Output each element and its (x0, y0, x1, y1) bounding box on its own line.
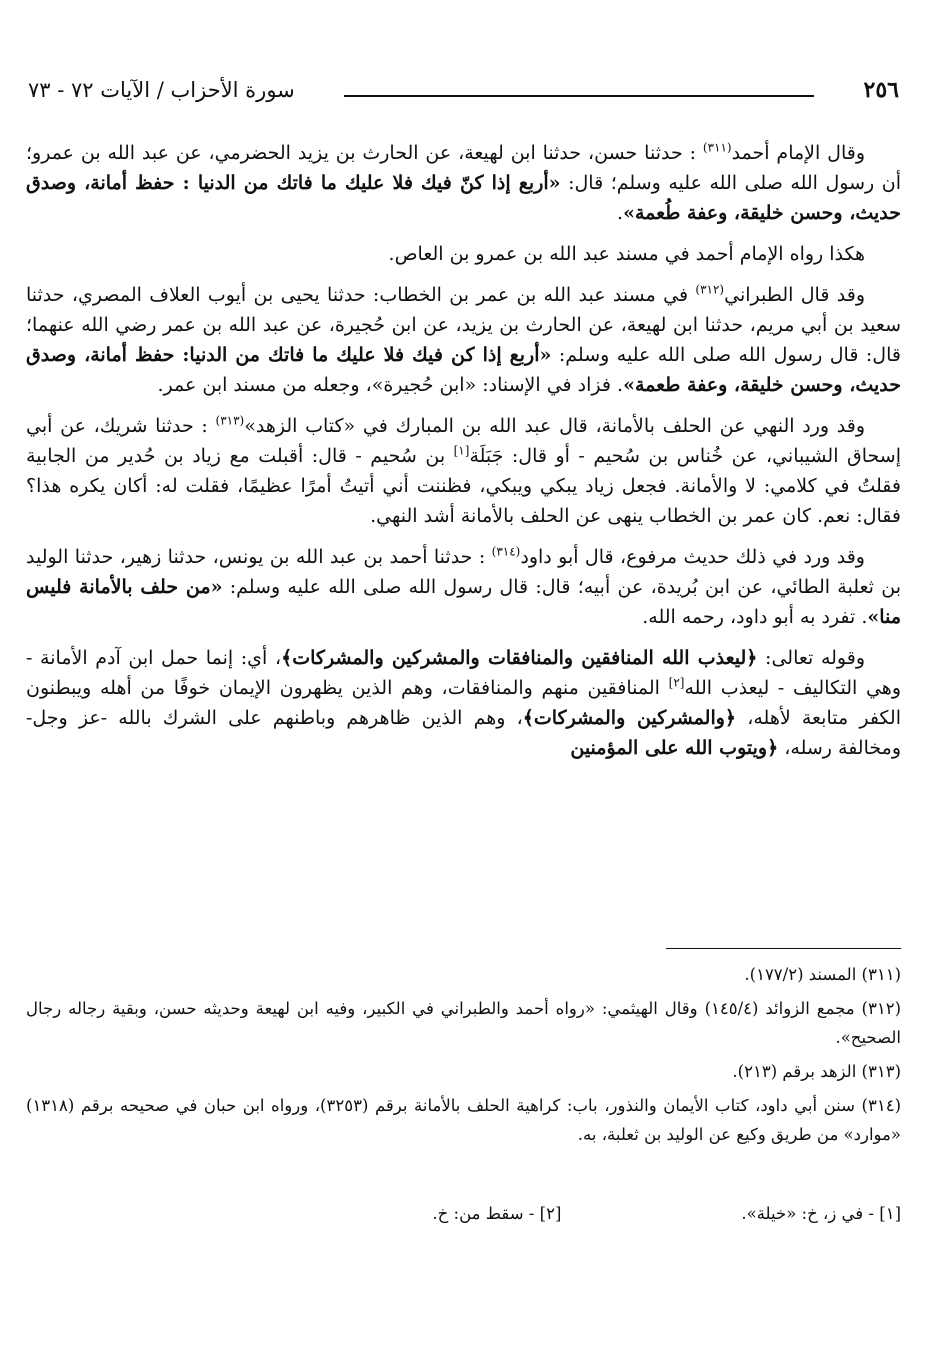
text-span: : حدثنا أحمد بن عبد الله بن يونس، حدثنا زهير، حدثنا الوليد بن ثعلبة الطائي، عن ابن بُريدة، عن أبيه؛ قال: قال رسول الله صلى الله عليه وسلم: (26, 546, 901, 598)
main-text (26, 138, 901, 774)
footnote-ref-313[interactable]: (٣١٣) (215, 413, 245, 428)
text-span: . تفرد به أبو داود، رحمه الله. (642, 606, 868, 628)
text-span: . (617, 202, 624, 224)
footnote-314: (٣١٤) سنن أبي داود، كتاب الأيمان والنذور، باب: كراهية الحلف بالأمانة برقم (٣٢٥٣)، ورواه ابن حبان في صحيحه برقم (١٣١٨) «موارد» من طريق وكيع عن الوليد بن ثعلبة، به. (26, 1096, 901, 1144)
variant-note-2: [٢] - سقط من: خ. (432, 1204, 562, 1223)
variant-notes (26, 1200, 901, 1228)
paragraph-6 (26, 643, 901, 763)
variant-note-1: [١] - في ز، خ: «خيلة». (741, 1204, 901, 1223)
text-span: . فزاد في الإسناد: «ابن حُجيرة»، وجعله من مسند ابن عمر. (157, 374, 624, 396)
running-title: سورة الأحزاب / الآيات ٧٢ - ٧٣ (28, 78, 295, 102)
hadith-quote: «أربع إذا كنّ فيك فلا عليك ما فاتك من الدنيا : حفظ أمانة، وصدق حديث، وحسن خليقة، وعفة طُعمة» (26, 172, 901, 224)
text-span: : حدثنا حسن، حدثنا ابن لهيعة، عن الحارث بن يزيد الحضرمي، عن عبد الله بن عمرو؛ أن رسول الله صلى الله عليه وسلم؛ قال: (26, 142, 902, 194)
page-number: ٢٥٦ (863, 77, 899, 103)
quran-verse: ﴿ليعذب الله المنافقين والمنافقات والمشركين والمشركات﴾ (281, 647, 758, 669)
quran-verse: ﴿ويتوب الله على المؤمنين (570, 737, 779, 759)
hadith-quote: «أربع إذا كن فيك فلا عليك ما فاتك من الدنيا: حفظ أمانة، وصدق حديث، وحسن خليقة، وعفة طعمة» (26, 344, 901, 396)
text-span: : حدثنا شريك، عن أبي إسحاق الشيباني، عن خُناس بن سُحيم - أو قال: جَبَلَة (26, 415, 901, 467)
footnote-311: (٣١١) المسند (١٧٧/٢). (744, 965, 901, 984)
text-span: المنافقين منهم والمنافقات، وهم الذين يظهرون الإيمان خوفًا من أهله ويبطنون الكفر متابعة لأهله، (26, 677, 901, 729)
quran-verse: ﴿والمشركين والمشركات﴾ (522, 707, 737, 729)
margin-note-ref-2[interactable]: [٢] (668, 675, 685, 690)
text-span: بن سُحيم - قال: أقبلت مع زياد بن حُدير من الجابية فقلتُ في كلامي: لا والأمانة. فجعل زياد يبكي ويبكي، فظننت أني أتيتُ أمرًا عظيمًا، فقلت له: أكان يكره هذا؟ فقال: نعم. كان عمر بن الخطاب ينهى عن الحلف بالأمانة أشد النهي. (26, 445, 901, 527)
text-span: وقال الإمام أحمد (731, 142, 865, 164)
footnotes (26, 960, 901, 1154)
text-span: وقد ورد في ذلك حديث مرفوع، قال أبو داود (520, 546, 865, 568)
footnote-ref-311[interactable]: (٣١١) (702, 140, 732, 155)
paragraph-4 (26, 411, 901, 531)
text-span: وقوله تعالى: (757, 647, 865, 669)
text-span: ، وهم الذين ظاهرهم وباطنهم على الشرك بالله -عز وجل- ومخالفة رسله، (26, 707, 901, 759)
paragraph-5 (26, 542, 901, 632)
footnote-rule (666, 948, 901, 949)
hadith-quote: «من حلف بالأمانة فليس منا» (26, 576, 901, 628)
footnote-ref-314[interactable]: (٣١٤) (491, 544, 521, 559)
text-span: هكذا رواه الإمام أحمد في مسند عبد الله بن عمرو بن العاص. (388, 243, 865, 265)
header-rule (344, 95, 814, 97)
paragraph-2 (26, 239, 901, 269)
page-header (28, 70, 899, 110)
text-span: وقد قال الطبراني (724, 284, 865, 306)
footnote-312: (٣١٢) مجمع الزوائد (١٤٥/٤) وقال الهيثمي: «رواه أحمد والطبراني في الكبير، وفيه ابن لهيعة وحديثه حسن، وبقية رجاله رجال الصحيح». (26, 999, 901, 1047)
text-span: في مسند عبد الله بن عمر بن الخطاب: حدثنا يحيى بن أيوب العلاف المصري، حدثنا سعيد بن أبي مريم، حدثنا ابن لهيعة، عن الحارث بن يزيد، عن ابن حُجيرة، عن عبد الله بن عمر رضي الله عنهما؛ قال: قال رسول الله صلى الله عليه وسلم: (26, 284, 901, 366)
paragraph-1 (26, 138, 901, 228)
footnote-313: (٣١٣) الزهد برقم (٢١٣). (732, 1062, 901, 1081)
footnote-ref-312[interactable]: (٣١٢) (695, 282, 725, 297)
margin-note-ref-1[interactable]: [١] (453, 443, 470, 458)
paragraph-3 (26, 280, 901, 400)
text-span: ، أي: إنما حمل ابن آدم الأمانة - وهي التكاليف - ليعذب الله (26, 647, 901, 699)
text-span: وقد ورد النهي عن الحلف بالأمانة، قال عبد الله بن المبارك في «كتاب الزهد» (244, 415, 865, 437)
